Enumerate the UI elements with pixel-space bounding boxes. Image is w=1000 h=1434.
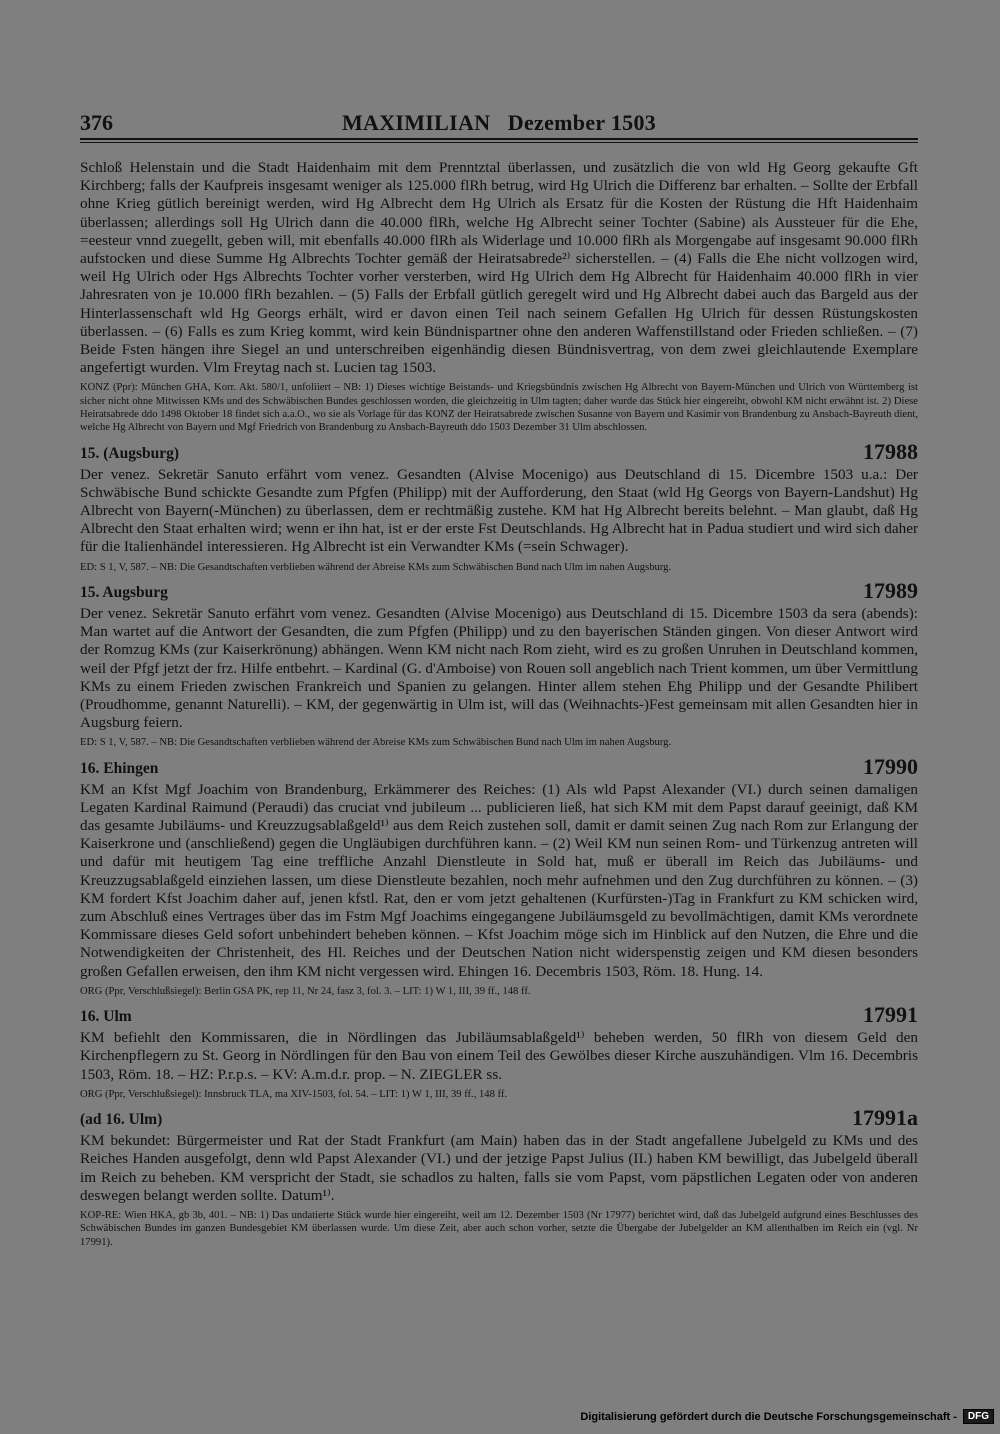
intro-note: KONZ (Ppr): München GHA, Korr. Akt. 580/1, unfoliiert – NB: 1) Dieses wichtige Beistands- und Kriegsbündnis zwischen Hg Albrecht von Bayern-München und Ulrich von Württemberg ist sicher nicht ohne Mitwissen KMs und des Schwäbischen Bundes geschlossen worden, die gleichzeitig in Ulm tagten; daher wurde das Stück hier eingereiht, obwohl KM nicht erwähnt ist. 2) Diese Heiratsabrede ddo 1498 Oktober 18 findet sich a.a.O., wo sie als Vorlage für das KONZ der Heiratsabrede zwischen Susanne von Bayern und Kasimir von Brandenburg zu Ansbach-Bayreuth dient, welche Hg Albrecht von Bayern und Mgf Friedrich von Brandenburg zu Ansbach-Bayreuth ddo 1503 Dezember 31 Ulm abschlossen. <box>80 382 918 434</box>
page-footer <box>580 1409 994 1424</box>
header-rule <box>80 138 918 140</box>
entry-header <box>80 438 918 465</box>
funding-credit: Digitalisierung gefördert durch die Deutsche Forschungsgemeinschaft - <box>580 1410 957 1423</box>
header-rule-thin <box>80 142 918 143</box>
entry-text: KM an Kfst Mgf Joachim von Brandenburg, Erkämmerer des Reiches: (1) Als wld Papst Alexander (VI.) durch seinen damaligen Legaten Kardinal Raimund (Peraudi) das cruciat vnd jubileum ... publicieren ließ, hat sich KM mit dem Papst darauf geeinigt, daß KM das gesamte Jubiläums- und Kreuzzugsablaßgeld¹⁾ aus dem Reich zustehen soll, damit er damit seinen Zug nach Rom zur Erlangung der Kaiserkrone und (anschließend) gegen die Ungläubigen durchführen kann. – (2) Weil KM nun seinen Rom- und Türkenzug antreten will und dafür mit heutigem Tag eine treffliche Anzahl Dienstleute in Sold hat, muß er überall im Reich das Jubiläums- und Kreuzzugsablaßgeld einziehen lassen, um diese Dienstleute bezahlen, noch mehr aufnehmen und den Zug durchführen zu können. – (3) KM fordert Kfst Joachim daher auf, jenen kfstl. Rat, den er vom jetzt gehaltenen (Kurfürsten-)Tag in Frankfurt zu KM schicken wird, zum Abschluß eines Vertrages über das im Fstm Mgf Joachims eingegangene Jubiläumsgeld zu bevollmächtigen, damit KMs verordnete Kommissare dieses Geld sofort unbehindert beheben können. – Kfst Joachim möge sich im Hinblick auf den Nutzen, die Ehre und die Notwendigkeiten der Christenheit, des Hl. Reiches und der Deutschen Nation nicht widerspenstig zeigen und KM diesen besonders großen Gefallen erweisen, den ihm KM nicht vergessen wird. Ehingen 16. Decembris 1503, Röm. 18. Hung. 14. <box>80 780 918 980</box>
entry-header <box>80 1002 918 1028</box>
entry-header <box>80 577 918 604</box>
document-page <box>80 110 918 1249</box>
entry-number: 17991 <box>863 1002 918 1028</box>
entry-place: 15. Augsburg <box>80 583 168 601</box>
entry-note: ED: S 1, V, 587. – NB: Die Gesandtschaften verblieben während der Abreise KMs zum Schwäbischen Bund nach Ulm im nahen Augsburg. <box>80 561 672 573</box>
entry-place: 16. Ehingen <box>80 759 159 777</box>
entry-17989 <box>80 577 918 750</box>
entry-place: (ad 16. Ulm) <box>80 1111 163 1129</box>
entry-text: Der venez. Sekretär Sanuto erfährt vom venez. Gesandten (Alvise Mocenigo) aus Deutschland di 15. Dicembre 1503 u.a.: Der Schwäbische Bund schickte Gesandte zum Pfgfen (Philipp) mit der Aufforderung, den Staat (wld Hg Georgs von Bayern-Landshut) Hg Albrecht von Bayern(-München) zu überlassen, dem er rechtmäßig zustehe. KM hat Hg Albrecht bereits belehnt. – Man glaubt, daß Hg Albrecht den Staat erhalten wird; wenn er ihn hat, ist er der erste Fst Deutschlands. Hg Albrecht hat in Padua studiert und wird sich daher für die Italienhändel interessieren. Hg Albrecht ist ein Verwandter KMs (=sein Schwager). <box>80 465 918 556</box>
entry-17991 <box>80 1002 918 1101</box>
entry-note: ORG (Ppr, Verschlußsiegel): Berlin GSA PK, rep 11, Nr 24, fasz 3, fol. 3. – LIT: 1) W 1, III, 39 ff., 148 ff. <box>80 985 531 997</box>
entry-17991a <box>80 1105 918 1249</box>
entry-place: 15. (Augsburg) <box>80 444 180 462</box>
entry-number: 17988 <box>863 438 918 464</box>
entry-number: 17990 <box>863 753 918 779</box>
entry-text: KM befiehlt den Kommissaren, die in Nördlingen das Jubiläumsablaßgeld¹⁾ beheben werden, 50 flRh von diesem Geld den Kirchenpflegern zu St. Georg in Nördlingen für den Bau von einem Teil des Gewölbes dieser Kirche auszuhändigen. Vlm 16. Decembris 1503, Röm. 18. – HZ: P.r.p.s. – KV: A.m.d.r. prop. – N. ZIEGLER ss. <box>80 1029 918 1083</box>
page-number: 376 <box>80 110 113 135</box>
entry-header <box>80 753 918 780</box>
running-title: MAXIMILIAN Dezember 1503 <box>341 110 657 135</box>
entry-note: ORG (Ppr, Verschlußsiegel): Innsbruck TLA, ma XIV-1503, fol. 54. – LIT: 1) W 1, III, 39 ff., 148 ff. <box>80 1088 508 1100</box>
entry-17988 <box>80 438 918 574</box>
page-header <box>80 110 918 138</box>
intro-text: Schloß Helenstain und die Stadt Haidenhaim mit dem Prenntztal überlassen, und zusätzlich die von wld Hg Georg gekaufte Gft Kirchberg; falls der Kaufpreis insgesamt weniger als 125.000 flRh betrug, wird Hg Ulrich die Differenz bar erhalten. – Sollte der Erbfall ohne Krieg gütlich bereinigt werden, wird Hg Albrecht dem Hg Ulrich als Ersatz für die Kosten der Rüstung die Hft Haidenhaim überlassen; allerdings soll Hg Ulrich dann die 40.000 flRh, welche Hg Albrecht seiner Tochter (Sabine) als Aussteuer für die Ehe, =eesteur vnnd zuegellt, geben will, mit ebenfalls 40.000 flRh als Widerlage und 10.000 flRh als Morgengabe auf insgesamt 90.000 flRh aufstocken und diese Summe Hg Albrechts Tochter gemäß der Heiratsabrede²⁾ sicherstellen. – (4) Falls die Ehe nicht vollzogen wird, weil Hg Ulrich oder Hgs Albrechts Tochter vorher versterben, wird Hg Ulrich dem Hg Albrecht für Haidenhaim 40.000 flRh in vier Jahresraten von je 10.000 flRh bezahlen. – (5) Falls der Erbfall gütlich geregelt wird und Hg Albrecht dabei auch das Bargeld aus der Hinterlassenschaft wld Hg Georgs erhält, wird er davon einen Teil nach seinem Gefallen Hg Ulrich für dessen Rüstungskosten überlassen. – (6) Falls es zum Krieg kommt, wird kein Bündnispartner ohne den anderen Waffenstillstand oder Frieden schließen. – (7) Beide Fsten hängen ihre Siegel an und unterschreiben eigenhändig diesen Bündnisvertrag, von dem zwei gleichlautende Exemplare angefertigt wurden. Vlm Freytag nach st. Lucien tag 1503. <box>80 159 918 377</box>
entry-note: KOP-RE: Wien HKA, gb 3b, 401. – NB: 1) Das undatierte Stück wurde hier eingereiht, weil am 12. Dezember 1503 (Nr 17977) berichtet wird, daß das Jubelgeld aufgrund eines Beschlusses des Schwäbischen Bundes im ganzen Bundesgebiet KM überlassen wurde. Um diese Zeit, aber auch schon vorher, setzte die Übergabe der Jubelgelder an KM allenthalben im Reich ein (vgl. Nr 17991). <box>80 1209 918 1248</box>
entry-number: 17991a <box>852 1105 918 1131</box>
entry-text: Der venez. Sekretär Sanuto erfährt vom venez. Gesandten (Alvise Mocenigo) aus Deutschland di 15. Dicembre 1503 da sera (abends): Man wartet auf die Antwort der Gesandten, die zum Pfgfen (Philipp) und zu den bayerischen Ständen gingen. Von dieser Antwort wird der Romzug KMs (zur Kaiserkrönung) abhängen. Wenn KM nicht nach Rom zieht, wird es zu großen Unruhen in Deutschland kommen, weil der Pfgf jetzt der frz. Hilfe entbehrt. – Kardinal (G. d'Amboise) von Rouen soll angeblich nach Trient kommen, um über Vermittlung KMs zu einem Frieden zwischen Frankreich und Spanien zu gelangen. Hinter allem stehen Ehg Philipp und der Gesandte Philibert (Proudhomme, genannt Naturelli). – KM, der gegenwärtig in Ulm ist, will das (Weihnachts-)Fest gemeinsam mit allen Gesandten hier in Augsburg feiern. <box>80 604 918 732</box>
entry-place: 16. Ulm <box>80 1008 132 1026</box>
dfg-logo-icon: DFG <box>963 1409 994 1424</box>
entry-text: KM bekundet: Bürgermeister und Rat der Stadt Frankfurt (am Main) haben das in der Stadt angefallene Jubelgeld zu KMs und des Reiches Handen ausgefolgt, denn wld Papst Alexander (VI.) und der jetzige Papst Julius (II.) haben KM bewilligt, das Jubelgeld überall im Reich zu beheben. KM verspricht der Stadt, sie schadlos zu halten, falls sie vom Papst, vom päpstlichen Legaten oder von anderen deswegen belangt werden sollte. Datum¹⁾. <box>80 1132 918 1204</box>
entry-17990 <box>80 753 918 999</box>
entry-header <box>80 1105 918 1131</box>
entry-note: ED: S 1, V, 587. – NB: Die Gesandtschaften verblieben während der Abreise KMs zum Schwäbischen Bund nach Ulm im nahen Augsburg. <box>80 737 672 749</box>
entry-number: 17989 <box>863 577 918 603</box>
